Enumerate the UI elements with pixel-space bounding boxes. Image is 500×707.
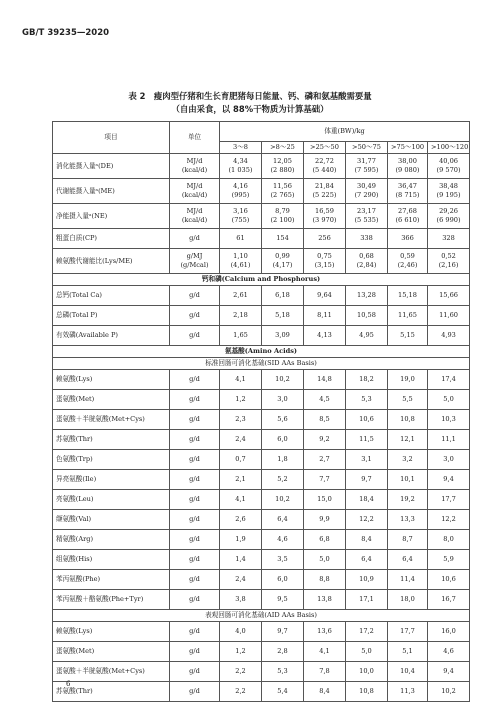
cell-line: (9 570) [436, 166, 461, 174]
cell-line: (kcal/d) [181, 216, 208, 224]
value-cell [220, 179, 262, 204]
value-cell: 18,4 [346, 490, 388, 510]
cell-line: 40,06 [439, 157, 458, 165]
value-cell: 5,6 [262, 410, 304, 430]
cell-line: 12,05 [273, 157, 292, 165]
value-cell: 4,1 [304, 642, 346, 662]
value-cell: 10,1 [388, 470, 428, 490]
value-cell: 12,2 [346, 510, 388, 530]
value-cell: 6,8 [304, 530, 346, 550]
value-cell: 1,65 [220, 326, 262, 346]
value-cell: 3,0 [428, 450, 470, 470]
value-cell: 154 [262, 229, 304, 249]
unit-cell: g/d [170, 370, 220, 390]
weight-range: >25～50 [304, 142, 346, 154]
row-label: 苏氨酸(Thr) [53, 430, 170, 450]
value-cell: 6,4 [388, 550, 428, 570]
value-cell: 4,6 [428, 642, 470, 662]
weight-range: >75～100 [388, 142, 428, 154]
value-cell [304, 154, 346, 179]
row-label: 消化能摄入量ᵃ(DE) [53, 154, 170, 179]
aid-amino-row [53, 642, 470, 662]
value-cell: 10,3 [428, 410, 470, 430]
value-cell: 2,61 [220, 286, 262, 306]
cell-line: (2,46) [397, 261, 418, 269]
unit-cell: g/d [170, 470, 220, 490]
value-cell: 10,6 [346, 410, 388, 430]
cell-line: (5 535) [354, 216, 379, 224]
value-cell: 13,6 [304, 622, 346, 642]
value-cell: 19,0 [388, 370, 428, 390]
value-cell: 4,1 [220, 490, 262, 510]
value-cell: 256 [304, 229, 346, 249]
value-cell: 7,7 [304, 470, 346, 490]
value-cell: 10,4 [388, 662, 428, 682]
unit-cell: g/d [170, 490, 220, 510]
value-cell: 8,4 [304, 682, 346, 702]
unit-cell: g/d [170, 326, 220, 346]
unit-cell [170, 249, 220, 274]
cell-line: 4,16 [233, 182, 248, 190]
value-cell: 0,7 [220, 450, 262, 470]
value-cell: 5,1 [388, 642, 428, 662]
value-cell: 2,4 [220, 430, 262, 450]
sid-amino-row [53, 490, 470, 510]
row-label: 苯丙氨酸＋酪氨酸(Phe+Tyr) [53, 590, 170, 610]
cell-line: MJ/d [186, 182, 203, 190]
value-cell: 17,2 [346, 622, 388, 642]
value-cell: 1,9 [220, 530, 262, 550]
unit-cell: g/d [170, 662, 220, 682]
value-cell: 11,3 [388, 682, 428, 702]
sid-amino-row [53, 510, 470, 530]
value-cell: 8,4 [346, 530, 388, 550]
value-cell: 11,4 [388, 570, 428, 590]
cell-line: (995) [231, 191, 250, 199]
value-cell: 9,9 [304, 510, 346, 530]
value-cell: 10,0 [346, 662, 388, 682]
unit-cell: g/d [170, 410, 220, 430]
value-cell: 366 [388, 229, 428, 249]
row-label: 代谢能摄入量ᵃ(ME) [53, 179, 170, 204]
cell-line: (3,15) [314, 261, 335, 269]
unit-cell [170, 154, 220, 179]
unit-cell: g/d [170, 390, 220, 410]
section-calcium-phosphorus [53, 274, 470, 286]
value-cell: 5,9 [428, 550, 470, 570]
value-cell: 10,8 [388, 410, 428, 430]
value-cell [346, 154, 388, 179]
cell-line: (1 035) [228, 166, 253, 174]
unit-cell: g/d [170, 450, 220, 470]
value-cell [428, 154, 470, 179]
value-cell: 17,1 [346, 590, 388, 610]
value-cell: 13,3 [388, 510, 428, 530]
value-cell: 1,2 [220, 390, 262, 410]
cell-line: 1,10 [233, 252, 248, 260]
unit-cell: g/d [170, 286, 220, 306]
sid-amino-row [53, 370, 470, 390]
value-cell: 6,4 [262, 510, 304, 530]
unit-cell: g/d [170, 550, 220, 570]
value-cell: 16,7 [428, 590, 470, 610]
unit-cell: g/d [170, 590, 220, 610]
value-cell: 2,2 [220, 682, 262, 702]
value-cell: 3,5 [262, 550, 304, 570]
cell-line: 4,34 [233, 157, 248, 165]
sid-amino-row [53, 530, 470, 550]
value-cell: 4,13 [304, 326, 346, 346]
row-label: 组氨酸(His) [53, 550, 170, 570]
value-cell: 18,2 [346, 370, 388, 390]
lys-me-row [53, 249, 470, 274]
unit-cell: g/d [170, 622, 220, 642]
value-cell: 12,2 [428, 510, 470, 530]
row-label: 总磷(Total P) [53, 306, 170, 326]
cell-line: (6 990) [436, 216, 461, 224]
cell-line: (4,17) [272, 261, 293, 269]
row-label: 亮氨酸(Leu) [53, 490, 170, 510]
value-cell: 3,2 [388, 450, 428, 470]
unit-cell: g/d [170, 229, 220, 249]
cell-line: 0,59 [400, 252, 415, 260]
cell-line: 0,99 [275, 252, 290, 260]
value-cell: 19,2 [388, 490, 428, 510]
aid-amino-row [53, 622, 470, 642]
value-cell: 5,3 [346, 390, 388, 410]
header-row [53, 122, 470, 142]
value-cell: 8,7 [388, 530, 428, 550]
sid-amino-row [53, 430, 470, 450]
cell-line: 16,59 [315, 207, 334, 215]
cell-line: (2 880) [270, 166, 295, 174]
value-cell: 9,5 [262, 590, 304, 610]
cell-line: (2 765) [270, 191, 295, 199]
value-cell [220, 204, 262, 229]
value-cell: 61 [220, 229, 262, 249]
sid-amino-row [53, 590, 470, 610]
cell-line: (8 715) [395, 191, 420, 199]
header-unit: 单位 [170, 122, 220, 154]
sid-amino-row [53, 410, 470, 430]
value-cell: 10,2 [428, 682, 470, 702]
value-cell: 7,8 [304, 662, 346, 682]
value-cell: 3,09 [262, 326, 304, 346]
value-cell [304, 249, 346, 274]
value-cell: 4,93 [428, 326, 470, 346]
value-cell: 2,8 [262, 642, 304, 662]
value-cell: 13,8 [304, 590, 346, 610]
value-cell [388, 154, 428, 179]
row-label: 蛋氨酸(Met) [53, 642, 170, 662]
table-caption: 表 2 瘦肉型仔猪和生长育肥猪每日能量、钙、磷和氨基酸需要量 [128, 91, 372, 101]
value-cell [262, 204, 304, 229]
header-item: 项目 [53, 122, 170, 154]
value-cell [346, 249, 388, 274]
value-cell: 11,5 [346, 430, 388, 450]
row-label: 苯丙氨酸(Phe) [53, 570, 170, 590]
cell-line: 38,48 [439, 182, 458, 190]
value-cell: 12,1 [388, 430, 428, 450]
value-cell: 17,4 [428, 370, 470, 390]
value-cell: 16,0 [428, 622, 470, 642]
value-cell: 2,3 [220, 410, 262, 430]
cell-line: 3,16 [233, 207, 248, 215]
cell-line: 0,68 [359, 252, 374, 260]
value-cell: 9,4 [428, 662, 470, 682]
value-cell [304, 179, 346, 204]
value-cell: 2,7 [304, 450, 346, 470]
cell-line: 0,52 [441, 252, 456, 260]
weight-range: >8～25 [262, 142, 304, 154]
row-label: 色氨酸(Trp) [53, 450, 170, 470]
value-cell: 10,2 [262, 370, 304, 390]
cell-line: (g/Mcal) [180, 261, 209, 269]
value-cell: 1,4 [220, 550, 262, 570]
value-cell: 9,7 [346, 470, 388, 490]
value-cell: 3,1 [346, 450, 388, 470]
sid-amino-row [53, 570, 470, 590]
unit-cell: g/d [170, 510, 220, 530]
value-cell: 15,0 [304, 490, 346, 510]
value-cell: 5,4 [262, 682, 304, 702]
unit-cell: g/d [170, 430, 220, 450]
section-amino-acids [53, 346, 470, 358]
cell-line: 36,47 [398, 182, 417, 190]
sid-amino-row [53, 470, 470, 490]
sid-basis-row-label: 标准回肠可消化基础(SID AAs Basis) [53, 358, 470, 370]
value-cell [388, 204, 428, 229]
standard-number: GB/T 39235—2020 [22, 28, 110, 38]
value-cell: 17,7 [428, 490, 470, 510]
row-label: 异亮氨酸(Ile) [53, 470, 170, 490]
unit-cell: g/d [170, 682, 220, 702]
value-cell: 10,8 [346, 682, 388, 702]
cell-line: (6 610) [395, 216, 420, 224]
cell-line: (755) [231, 216, 250, 224]
cell-line: (4,61) [230, 261, 251, 269]
value-cell: 1,2 [220, 642, 262, 662]
value-cell: 4,5 [304, 390, 346, 410]
cell-line: MJ/d [186, 207, 203, 215]
value-cell: 2,2 [220, 662, 262, 682]
value-cell: 9,7 [262, 622, 304, 642]
cell-line: (2,16) [438, 261, 459, 269]
value-cell [388, 179, 428, 204]
value-cell [428, 204, 470, 229]
row-label: 有效磷(Available P) [53, 326, 170, 346]
value-cell: 8,5 [304, 410, 346, 430]
value-cell: 11,65 [388, 306, 428, 326]
row-label: 赖氨酸(Lys) [53, 370, 170, 390]
value-cell [262, 249, 304, 274]
value-cell: 17,7 [388, 622, 428, 642]
cell-line: 23,17 [357, 207, 376, 215]
cell-line: (kcal/d) [181, 166, 208, 174]
value-cell: 10,2 [262, 490, 304, 510]
section-amino-acids-label: 氨基酸(Amino Acids) [53, 346, 470, 358]
aid-amino-row [53, 682, 470, 702]
value-cell: 1,8 [262, 450, 304, 470]
row-label: 苏氨酸(Thr) [53, 682, 170, 702]
row-label: 粗蛋白质(CP) [53, 229, 170, 249]
row-label: 净能摄入量ᵃ(NE) [53, 204, 170, 229]
value-cell: 13,28 [346, 286, 388, 306]
unit-cell: g/d [170, 570, 220, 590]
value-cell: 5,0 [304, 550, 346, 570]
cell-line: (9 195) [436, 191, 461, 199]
value-cell: 5,18 [262, 306, 304, 326]
value-cell [220, 249, 262, 274]
row-label: 蛋氨酸＋半胱氨酸(Met+Cys) [53, 410, 170, 430]
row-label: 缬氨酸(Val) [53, 510, 170, 530]
value-cell: 18,0 [388, 590, 428, 610]
section-calcium-phosphorus-label: 钙和磷(Calcium and Phosphorus) [53, 274, 470, 286]
value-cell: 3,8 [220, 590, 262, 610]
value-cell: 11,60 [428, 306, 470, 326]
energy-row [53, 179, 470, 204]
cell-line: (kcal/d) [181, 191, 208, 199]
value-cell: 4,0 [220, 622, 262, 642]
cell-line: 38,00 [398, 157, 417, 165]
value-cell [428, 179, 470, 204]
unit-cell: g/d [170, 530, 220, 550]
value-cell [346, 204, 388, 229]
cell-line: (7 290) [354, 191, 379, 199]
value-cell [428, 249, 470, 274]
table-subcaption: （自由采食，以 88%干物质为计算基础） [171, 104, 329, 114]
unit-cell [170, 179, 220, 204]
header-weight: 体重(BW)/kg [220, 122, 470, 142]
value-cell: 2,1 [220, 470, 262, 490]
value-cell: 15,18 [388, 286, 428, 306]
value-cell: 8,8 [304, 570, 346, 590]
weight-range: >100～120 [428, 142, 470, 154]
sid-amino-row [53, 450, 470, 470]
value-cell: 5,2 [262, 470, 304, 490]
energy-row [53, 154, 470, 179]
unit-cell [170, 204, 220, 229]
value-cell: 2,4 [220, 570, 262, 590]
row-label: 赖氨酸代谢能比(Lys/ME) [53, 249, 170, 274]
value-cell: 10,6 [428, 570, 470, 590]
value-cell: 338 [346, 229, 388, 249]
cell-line: 21,84 [315, 182, 334, 190]
value-cell: 10,9 [346, 570, 388, 590]
mineral-row [53, 286, 470, 306]
weight-range: 3～8 [220, 142, 262, 154]
value-cell: 5,5 [388, 390, 428, 410]
cell-line: 22,72 [315, 157, 334, 165]
value-cell: 6,18 [262, 286, 304, 306]
value-cell [220, 154, 262, 179]
unit-cell: g/d [170, 642, 220, 662]
cell-line: MJ/d [186, 157, 203, 165]
value-cell: 3,0 [262, 390, 304, 410]
weight-range: >50～75 [346, 142, 388, 154]
aid-basis-row [53, 610, 470, 622]
cp-row [53, 229, 470, 249]
unit-cell: g/d [170, 306, 220, 326]
value-cell: 5,0 [428, 390, 470, 410]
value-cell: 6,4 [346, 550, 388, 570]
requirements-table [52, 121, 470, 702]
sid-basis-row [53, 358, 470, 370]
value-cell: 328 [428, 229, 470, 249]
aid-amino-row [53, 662, 470, 682]
row-label: 赖氨酸(Lys) [53, 622, 170, 642]
cell-line: 11,56 [273, 182, 292, 190]
aid-basis-row-label: 表观回肠可消化基础(AID AAs Basis) [53, 610, 470, 622]
cell-line: 0,75 [317, 252, 332, 260]
row-label: 蛋氨酸(Met) [53, 390, 170, 410]
row-label: 总钙(Total Ca) [53, 286, 170, 306]
value-cell: 2,6 [220, 510, 262, 530]
cell-line: (5 225) [312, 191, 337, 199]
value-cell: 5,15 [388, 326, 428, 346]
cell-line: 30,49 [357, 182, 376, 190]
page-number: 6 [66, 680, 71, 688]
value-cell: 8,0 [428, 530, 470, 550]
value-cell: 15,66 [428, 286, 470, 306]
value-cell [262, 179, 304, 204]
sid-amino-row [53, 390, 470, 410]
row-label: 蛋氨酸＋半胱氨酸(Met+Cys) [53, 662, 170, 682]
value-cell [304, 204, 346, 229]
cell-line: 27,68 [398, 207, 417, 215]
value-cell: 9,2 [304, 430, 346, 450]
cell-line: 29,26 [439, 207, 458, 215]
value-cell: 14,8 [304, 370, 346, 390]
value-cell: 2,18 [220, 306, 262, 326]
cell-line: 8,79 [275, 207, 290, 215]
value-cell: 5,3 [262, 662, 304, 682]
cell-line: (2,84) [356, 261, 377, 269]
value-cell: 4,95 [346, 326, 388, 346]
cell-line: g/MJ [186, 252, 203, 260]
cell-line: 31,77 [357, 157, 376, 165]
cell-line: (9 080) [395, 166, 420, 174]
mineral-row [53, 306, 470, 326]
value-cell: 5,0 [346, 642, 388, 662]
cell-line: (7 595) [354, 166, 379, 174]
value-cell: 6,0 [262, 430, 304, 450]
cell-line: (2 100) [270, 216, 295, 224]
value-cell: 4,1 [220, 370, 262, 390]
value-cell [388, 249, 428, 274]
row-label: 精氨酸(Arg) [53, 530, 170, 550]
value-cell: 4,6 [262, 530, 304, 550]
energy-row [53, 204, 470, 229]
value-cell [346, 179, 388, 204]
value-cell: 9,64 [304, 286, 346, 306]
sid-amino-row [53, 550, 470, 570]
value-cell: 6,0 [262, 570, 304, 590]
value-cell: 11,1 [428, 430, 470, 450]
cell-line: (5 440) [312, 166, 337, 174]
cell-line: (3 970) [312, 216, 337, 224]
value-cell: 8,11 [304, 306, 346, 326]
value-cell: 10,58 [346, 306, 388, 326]
mineral-row [53, 326, 470, 346]
value-cell [262, 154, 304, 179]
value-cell: 9,4 [428, 470, 470, 490]
